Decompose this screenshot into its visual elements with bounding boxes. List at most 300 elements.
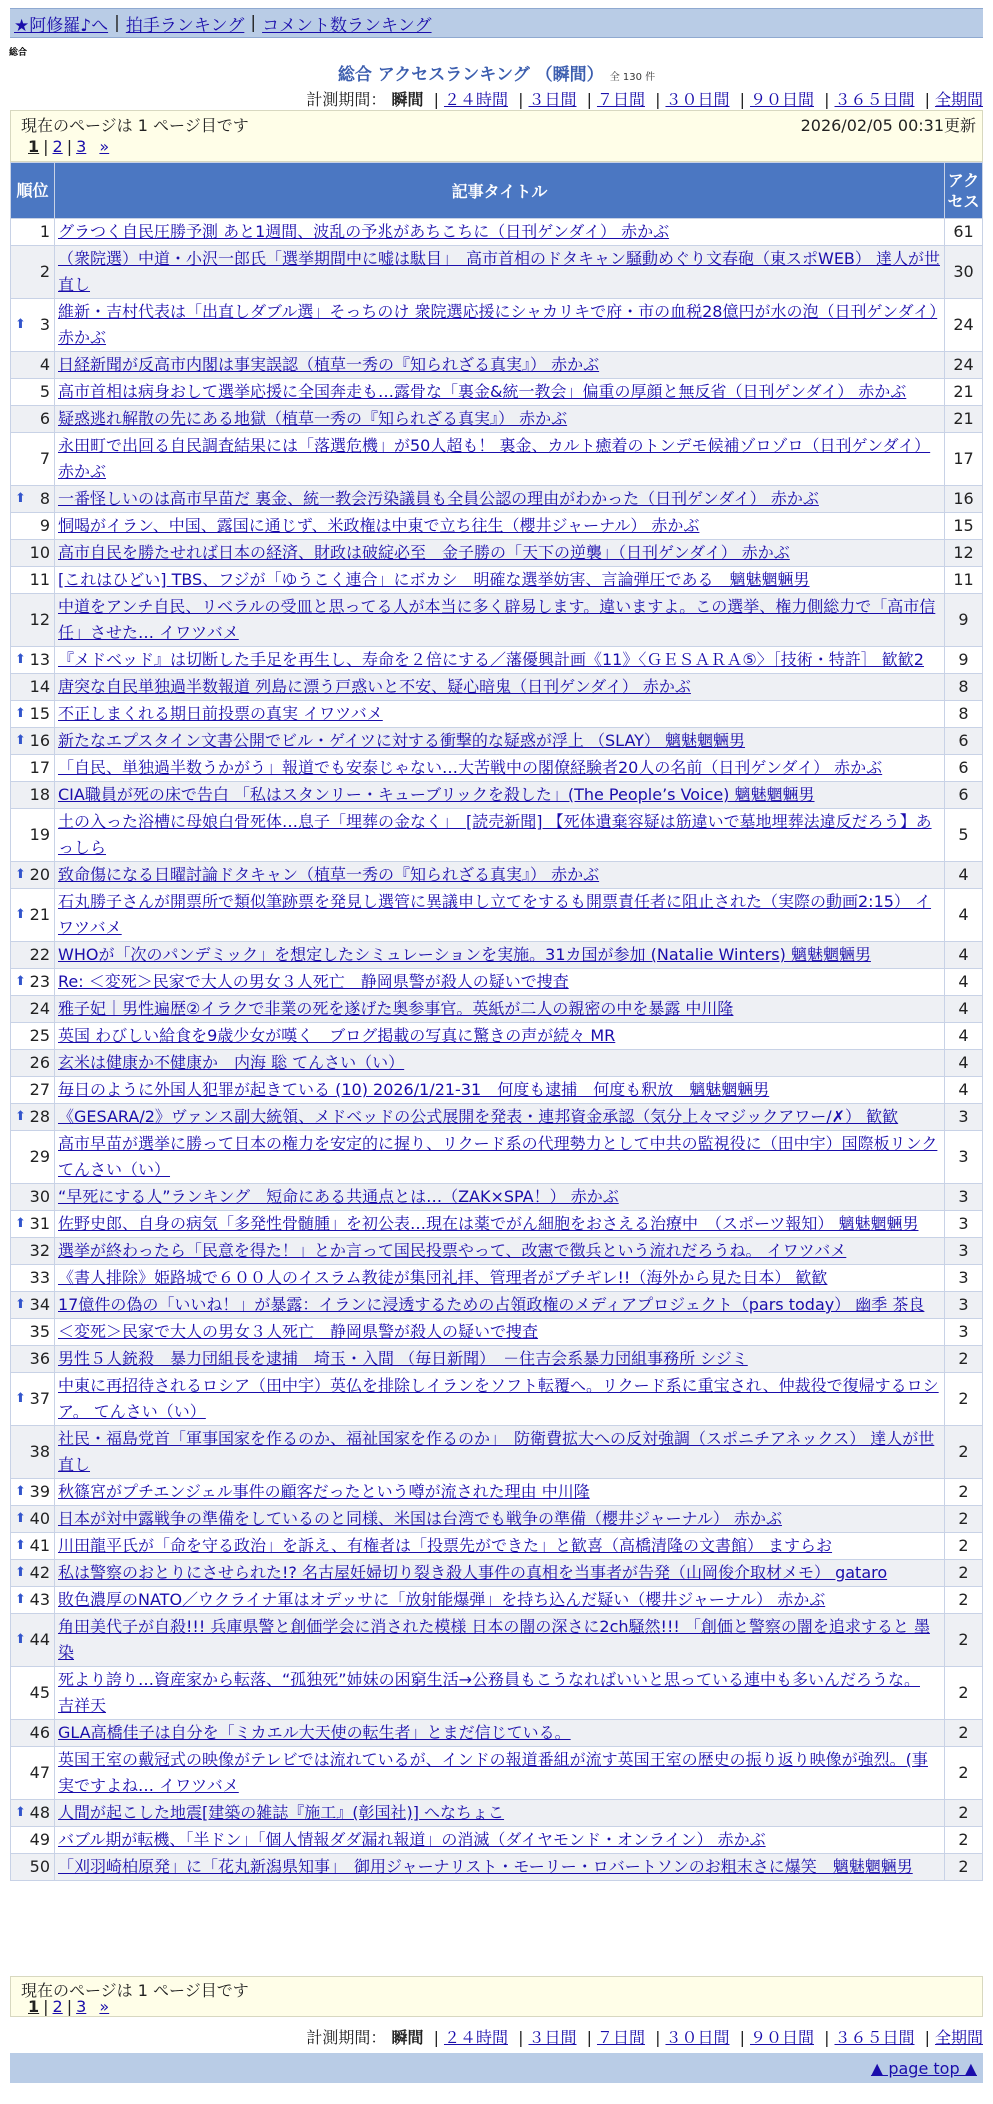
table-row <box>11 219 983 246</box>
rank-number: 36 <box>29 1349 50 1368</box>
rank-number: 45 <box>29 1683 50 1702</box>
page-link-3[interactable]: 3 <box>76 1997 87 2016</box>
ranking-table <box>10 162 983 1881</box>
rank-cell <box>11 379 55 406</box>
article-link[interactable]: Re: ＜変死＞民家で大人の男女３人死亡 静岡県警が殺人の疑いで捜査 <box>58 972 569 991</box>
period-label: 計測期間： <box>306 2028 387 2047</box>
article-link[interactable]: 致命傷になる日曜討論ドタキャン（植草一秀の『知られざる真実』） 赤かぶ <box>58 865 600 884</box>
rank-up-arrow-icon: ⬆ <box>15 974 26 989</box>
period-selector-bottom: 計測期間： 瞬間 | ２４時間 | ３日間 | ７日間 | ３０日間 | ９０日間 | ３６５日間 | 全期間 <box>306 2028 983 2047</box>
title-cell <box>55 969 945 996</box>
table-row <box>11 1050 983 1077</box>
page-link-3[interactable]: 3 <box>76 137 87 156</box>
article-link[interactable]: 17億件の偽の「いいね！」が暴露：イランに浸透するための占領政権のメディアプロジェクト（pars today） 幽季 茶良 <box>58 1295 925 1314</box>
period-link-90d[interactable]: ９０日間 <box>749 2028 814 2047</box>
rank-up-arrow-icon: ⬆ <box>15 317 26 332</box>
rank-number: 24 <box>29 999 50 1018</box>
rank-number: 26 <box>29 1053 50 1072</box>
nav-separator: | <box>250 13 257 33</box>
page-title-text: 総合 アクセスランキング （瞬間） <box>337 65 604 85</box>
table-row <box>11 486 983 513</box>
period-link-3d[interactable]: ３日間 <box>528 2028 577 2047</box>
access-count: 61 <box>945 219 983 246</box>
table-row <box>11 299 983 352</box>
rank-cell <box>11 969 55 996</box>
article-link[interactable]: 日本が対中露戦争の準備をしているのと同様、米国は台湾でも戦争の準備（櫻井ジャーナル） 赤かぶ <box>58 1509 782 1528</box>
access-count: 24 <box>945 352 983 379</box>
article-link[interactable]: 「刈羽崎柏原発」に「花丸新潟県知事」 御用ジャーナリスト・モーリー・ロバートソンのお粗末さに爆笑 魑魅魍魎男 <box>58 1857 913 1876</box>
rank-number: 4 <box>39 355 50 374</box>
title-cell <box>55 701 945 728</box>
rank-cell <box>11 1292 55 1319</box>
table-row <box>11 594 983 647</box>
access-count: 12 <box>945 540 983 567</box>
access-count: 3 <box>945 1184 983 1211</box>
access-count: 4 <box>945 1077 983 1104</box>
rank-number: 42 <box>29 1563 50 1582</box>
rank-cell <box>11 1720 55 1747</box>
table-row <box>11 942 983 969</box>
article-link[interactable]: グラつく自民圧勝予測 あと1週間、波乱の予兆があちこちに（日刊ゲンダイ） 赤かぶ <box>58 222 670 241</box>
article-link[interactable]: バブル期が転機、「半ドン」「個人情報ダダ漏れ報道」の消滅（ダイヤモンド・オンライン） 赤かぶ <box>58 1830 766 1849</box>
rank-cell <box>11 1373 55 1426</box>
table-row <box>11 755 983 782</box>
article-link[interactable]: 中東に再招待されるロシア（田中宇）英仏を排除しイランをソフト転覆へ。リクード系に重宝され、仲裁役で復帰するロシア。 てんさい（い） <box>58 1376 939 1421</box>
category-label: 総合 <box>9 48 28 58</box>
period-current: 瞬間 <box>391 2028 424 2047</box>
table-row <box>11 433 983 486</box>
rank-number: 43 <box>29 1590 50 1609</box>
page-title <box>0 60 993 85</box>
rank-number: 33 <box>29 1268 50 1287</box>
article-link[interactable]: 一番怪しいのは高市早苗だ 裏金、統一教会汚染議員も全員公認の理由がわかった（日刊ゲンダイ） 赤かぶ <box>58 489 819 508</box>
table-row <box>11 1238 983 1265</box>
top-nav-bar <box>10 8 983 38</box>
table-row <box>11 701 983 728</box>
article-link[interactable]: 雅子妃｜男性遍歴②イラクで非業の死を遂げた奥参事官。英紙が二人の親密の中を暴露 中川隆 <box>58 999 734 1018</box>
article-link[interactable]: 英国王室の戴冠式の映像がテレビでは流れているが、インドの報道番組が流す英国王室の歴史の振り返り映像が強烈。(事実ですよね… イワツバメ <box>58 1750 928 1795</box>
title-cell <box>55 1131 945 1184</box>
page-link-1[interactable]: 1 <box>28 1997 40 2016</box>
article-link[interactable]: 「自民、単独過半数うかがう」報道でも安泰じゃない…大苦戦中の閣僚経験者20人の名前（日刊ゲンダイ） 赤かぶ <box>58 758 883 777</box>
title-cell <box>55 647 945 674</box>
rank-cell <box>11 1614 55 1667</box>
table-row <box>11 1104 983 1131</box>
rank-cell <box>11 1023 55 1050</box>
title-cell <box>55 1720 945 1747</box>
page-info-text: 現在のページは 1 ページ目です <box>21 116 249 135</box>
access-count: 2 <box>945 1587 983 1614</box>
rank-cell <box>11 540 55 567</box>
table-row <box>11 862 983 889</box>
table-row <box>11 513 983 540</box>
title-cell <box>55 379 945 406</box>
rank-cell <box>11 862 55 889</box>
title-cell <box>55 1587 945 1614</box>
title-cell <box>55 782 945 809</box>
period-link-30d[interactable]: ３０日間 <box>665 90 730 109</box>
access-count: 4 <box>945 889 983 942</box>
title-cell <box>55 1800 945 1827</box>
article-link[interactable]: 石丸勝子さんが開票所で類似筆跡票を発見し選管に異議申し立てをするも開票責任者に阻止された（実際の動画2:15） イワツバメ <box>58 892 932 937</box>
title-cell <box>55 486 945 513</box>
rank-cell <box>11 352 55 379</box>
rank-number: 5 <box>39 382 50 401</box>
rank-up-arrow-icon: ⬆ <box>15 1592 26 1607</box>
rank-cell <box>11 1533 55 1560</box>
period-link-365d[interactable]: ３６５日間 <box>834 90 915 109</box>
rank-number: 17 <box>29 758 50 777</box>
page-link-2[interactable]: 2 <box>52 137 63 156</box>
rank-cell <box>11 406 55 433</box>
table-row <box>11 1023 983 1050</box>
article-link[interactable]: 維新・吉村代表は「出直しダブル選」そっちのけ 衆院選応援にシャカリキで府・市の血税28億円が水の泡（日刊ゲンダイ）赤かぶ <box>58 302 938 347</box>
access-count: 2 <box>945 1533 983 1560</box>
access-count: 2 <box>945 1426 983 1479</box>
article-link[interactable]: 《書人排除》姫路城で６００人のイスラム教徒が集団礼拝、管理者がブチギレ!!（海外から見た日本） 歓歓 <box>58 1268 828 1287</box>
access-count: 4 <box>945 996 983 1023</box>
table-row <box>11 1319 983 1346</box>
access-count: 8 <box>945 674 983 701</box>
article-link[interactable]: 私は警察のおとりにさせられた!? 名古屋妊婦切り裂き殺人事件の真相を当事者が告発（山岡俊介取材メモ） gataro <box>58 1563 888 1582</box>
rank-cell <box>11 1211 55 1238</box>
period-link-365d[interactable]: ３６５日間 <box>834 2028 915 2047</box>
page-top-link[interactable]: ▲ page top ▲ <box>870 2059 977 2078</box>
article-link[interactable]: 角田美代子が自殺!!! 兵庫県警と創価学会に消された模様 日本の闇の深さに2ch騒然!!! 「創価と警察の闇を追求すると 墨染 <box>58 1617 930 1662</box>
table-row <box>11 1479 983 1506</box>
article-link[interactable]: 佐野史郎、自身の病気「多発性骨髄腫」を初公表…現在は薬でがん細胞をおさえる治療中 （スポーツ報知） 魑魅魍魎男 <box>58 1214 919 1233</box>
rank-up-arrow-icon: ⬆ <box>15 1216 26 1231</box>
comment-ranking-link[interactable]: コメント数ランキング <box>262 15 432 36</box>
rank-up-arrow-icon: ⬆ <box>15 867 26 882</box>
table-row <box>11 1800 983 1827</box>
page-info-box-top <box>10 110 983 162</box>
rank-cell <box>11 1854 55 1881</box>
rank-up-arrow-icon: ⬆ <box>15 1632 26 1647</box>
access-count: 2 <box>945 1346 983 1373</box>
rank-number: 35 <box>29 1322 50 1341</box>
article-link[interactable]: 不正しまくれる期日前投票の真実 イワツバメ <box>58 704 383 723</box>
table-row <box>11 1131 983 1184</box>
title-cell <box>55 1373 945 1426</box>
period-link-3d[interactable]: ３日間 <box>528 90 577 109</box>
updated-time: 2026/02/05 00:31更新 <box>800 116 976 135</box>
title-cell <box>55 1211 945 1238</box>
title-cell <box>55 1560 945 1587</box>
rank-up-arrow-icon: ⬆ <box>15 1511 26 1526</box>
rank-number: 22 <box>29 945 50 964</box>
period-selector-top: 計測期間： 瞬間 | ２４時間 | ３日間 | ７日間 | ３０日間 | ９０日間 | ３６５日間 | 全期間 <box>306 90 983 109</box>
rank-cell <box>11 1131 55 1184</box>
col-header-title: 記事タイトル <box>55 163 945 219</box>
rank-number: 1 <box>39 222 50 241</box>
article-link[interactable]: 玄米は健康か不健康か 内海 聡 てんさい（い） <box>58 1053 405 1072</box>
article-link[interactable]: 川田龍平氏が「命を守る政治」を訴え、有権者は「投票先ができた」と歓喜（高橋清隆の文書館） ますらお <box>58 1536 833 1555</box>
access-count: 2 <box>945 1479 983 1506</box>
table-row <box>11 246 983 299</box>
rank-cell <box>11 1506 55 1533</box>
rank-number: 23 <box>29 972 50 991</box>
title-cell <box>55 755 945 782</box>
rank-number: 44 <box>29 1630 50 1649</box>
access-count: 21 <box>945 406 983 433</box>
rank-number: 9 <box>39 516 50 535</box>
title-cell <box>55 1265 945 1292</box>
article-link[interactable]: 恫喝がイラン、中国、露国に通じず、米政権は中東で立ち往生（櫻井ジャーナル） 赤かぶ <box>58 516 700 535</box>
table-row <box>11 1720 983 1747</box>
rank-number: 8 <box>39 489 50 508</box>
access-count: 15 <box>945 513 983 540</box>
rank-number: 21 <box>29 905 50 924</box>
page-link-2[interactable]: 2 <box>52 1997 63 2016</box>
rank-cell <box>11 1747 55 1800</box>
rank-number: 2 <box>39 262 50 281</box>
table-row <box>11 379 983 406</box>
rank-cell <box>11 1184 55 1211</box>
article-link[interactable]: 《GESARA/2》ヴァンス副大統領、メドベッドの公式展開を発表・連邦資金承認（気分上々マジックアワー/✗） 歓歓 <box>58 1107 899 1126</box>
rank-cell <box>11 701 55 728</box>
rank-number: 38 <box>29 1442 50 1461</box>
article-link[interactable]: 土の入った浴槽に母娘白骨死体…息子「埋葬の金なく」 [読売新聞] 【死体遺棄容疑は筋違いで墓地埋葬法違反だろう】あっしら <box>58 812 932 857</box>
rank-up-arrow-icon: ⬆ <box>15 1297 26 1312</box>
access-count: 3 <box>945 1104 983 1131</box>
title-cell <box>55 1292 945 1319</box>
period-link-24h[interactable]: ２４時間 <box>443 2028 508 2047</box>
rank-number: 37 <box>29 1389 50 1408</box>
rank-cell <box>11 567 55 594</box>
rank-cell <box>11 246 55 299</box>
period-link-30d[interactable]: ３０日間 <box>665 2028 730 2047</box>
access-count: 2 <box>945 1747 983 1800</box>
access-count: 3 <box>945 1265 983 1292</box>
page-link-next[interactable]: » <box>99 137 110 156</box>
article-link[interactable]: GLA高橋佳子は自分を「ミカエル大天使の転生者」とまだ信じている。 <box>58 1723 571 1742</box>
title-cell <box>55 1077 945 1104</box>
access-count: 3 <box>945 1319 983 1346</box>
article-link[interactable]: 秋篠宮がプチエンジェル事件の顧客だったという噂が流された理由 中川隆 <box>58 1482 590 1501</box>
period-link-all[interactable]: 全期間 <box>934 2028 983 2047</box>
title-cell <box>55 352 945 379</box>
rank-number: 31 <box>29 1214 50 1233</box>
table-row <box>11 1614 983 1667</box>
access-count: 2 <box>945 1827 983 1854</box>
table-row <box>11 1077 983 1104</box>
rank-number: 41 <box>29 1536 50 1555</box>
access-count: 2 <box>945 1506 983 1533</box>
rank-up-arrow-icon: ⬆ <box>15 1391 26 1406</box>
clap-ranking-link[interactable]: 拍手ランキング <box>125 15 245 36</box>
article-link[interactable]: CIA職員が死の床で告白 「私はスタンリー・キューブリックを殺した」(The People’s Voice) 魑魅魍魎男 <box>58 785 815 804</box>
title-cell <box>55 1184 945 1211</box>
home-link[interactable]: ★阿修羅♪へ <box>14 15 109 36</box>
rank-number: 39 <box>29 1482 50 1501</box>
rank-cell <box>11 1104 55 1131</box>
nav-separator: | <box>114 13 120 33</box>
period-link-90d[interactable]: ９０日間 <box>749 90 814 109</box>
rank-cell <box>11 1587 55 1614</box>
title-cell <box>55 889 945 942</box>
rank-cell <box>11 728 55 755</box>
pagination-top: 1 | 2 | 3 » <box>28 137 110 156</box>
title-cell <box>55 1346 945 1373</box>
access-count: 4 <box>945 1023 983 1050</box>
rank-number: 34 <box>29 1295 50 1314</box>
rank-number: 40 <box>29 1509 50 1528</box>
title-cell <box>55 433 945 486</box>
article-link[interactable]: 日経新聞が反高市内閣は事実誤認（植草一秀の『知られざる真実』） 赤かぶ <box>58 355 600 374</box>
access-count: 4 <box>945 862 983 889</box>
rank-up-arrow-icon: ⬆ <box>15 1109 26 1124</box>
title-cell <box>55 674 945 701</box>
title-cell <box>55 1104 945 1131</box>
rank-number: 16 <box>29 731 50 750</box>
article-link[interactable]: “早死にする人”ランキング 短命にある共通点とは…（ZAK×SPA！） 赤かぶ <box>58 1187 619 1206</box>
rank-number: 7 <box>39 449 50 468</box>
rank-cell <box>11 1077 55 1104</box>
table-row <box>11 647 983 674</box>
access-count: 3 <box>945 1211 983 1238</box>
rank-number: 50 <box>29 1857 50 1876</box>
period-label: 計測期間： <box>306 90 387 109</box>
table-row <box>11 1426 983 1479</box>
title-cell <box>55 299 945 352</box>
article-link[interactable]: 疑惑逃れ解散の先にある地獄（植草一秀の『知られざる真実』） 赤かぶ <box>58 409 568 428</box>
table-row <box>11 889 983 942</box>
period-link-7d[interactable]: ７日間 <box>596 2028 645 2047</box>
rank-cell <box>11 782 55 809</box>
title-cell <box>55 406 945 433</box>
title-cell <box>55 1479 945 1506</box>
title-cell <box>55 942 945 969</box>
table-row <box>11 1560 983 1587</box>
title-cell <box>55 1533 945 1560</box>
article-link[interactable]: 高市首相は病身おして選挙応援に全国奔走も…露骨な「裏金&統一教会」偏重の厚顔と無反省（日刊ゲンダイ） 赤かぶ <box>58 382 907 401</box>
article-link[interactable]: 中道をアンチ自民、リベラルの受皿と思ってる人が本当に多く辟易します。違いますよ。この選挙、権力側総力で「高市信任」させた… イワツバメ <box>58 597 936 642</box>
rank-up-arrow-icon: ⬆ <box>15 706 26 721</box>
article-link[interactable]: 高市自民を勝たせれば日本の経済、財政は破綻必至 金子勝の「天下の逆襲」（日刊ゲンダイ） 赤かぶ <box>58 543 790 562</box>
rank-cell <box>11 1238 55 1265</box>
rank-cell <box>11 1800 55 1827</box>
article-link[interactable]: 男性５人銃殺 暴力団組長を逮捕 埼玉・入間 （毎日新聞） －住吉会系暴力団組事務所 シジミ <box>58 1349 748 1368</box>
bottom-bar <box>10 2053 983 2083</box>
pagination-bottom: 1 | 2 | 3 » <box>28 1997 110 2016</box>
rank-cell <box>11 755 55 782</box>
article-link[interactable]: 英国 わびしい給食を9歳少女が嘆く ブログ掲載の写真に驚きの声が続々 MR <box>58 1026 616 1045</box>
access-count: 6 <box>945 728 983 755</box>
rank-cell <box>11 889 55 942</box>
rank-up-arrow-icon: ⬆ <box>15 1538 26 1553</box>
access-count: 8 <box>945 701 983 728</box>
rank-number: 27 <box>29 1080 50 1099</box>
table-row <box>11 996 983 1023</box>
article-link[interactable]: 高市早苗が選挙に勝って日本の権力を安定的に握り、リクード系の代理勢力として中共の監視役に（田中宇）国際板リンク てんさい（い） <box>58 1134 938 1179</box>
rank-cell <box>11 1479 55 1506</box>
title-cell <box>55 809 945 862</box>
access-count: 2 <box>945 1720 983 1747</box>
page-link-1[interactable]: 1 <box>28 137 40 156</box>
access-count: 6 <box>945 782 983 809</box>
ranking-table-body <box>11 219 983 1881</box>
article-link[interactable]: （衆院選）中道・小沢一郎氏「選挙期間中に嘘は駄目」 高市首相のドタキャン騒動めぐり文春砲（東スポWEB） 達人が世直し <box>58 249 940 294</box>
rank-number: 32 <box>29 1241 50 1260</box>
table-row <box>11 969 983 996</box>
access-count: 4 <box>945 1050 983 1077</box>
article-link[interactable]: [これはひどい] TBS、フジが「ゆうこく連合」にボカシ 明確な選挙妨害、言論弾圧である 魑魅魍魎男 <box>58 570 810 589</box>
rank-up-arrow-icon: ⬆ <box>15 907 26 922</box>
table-row <box>11 406 983 433</box>
article-link[interactable]: 選挙が終わったら「民意を得た！」とか言って国民投票やって、改憲で徴兵という流れだろうね。 イワツバメ <box>58 1241 847 1260</box>
rank-cell <box>11 1667 55 1720</box>
article-link[interactable]: 敗色濃厚のNATO／ウクライナ軍はオデッサに「放射能爆弾」を持ち込んだ疑い（櫻井ジャーナル） 赤かぶ <box>58 1590 826 1609</box>
page-link-next[interactable]: » <box>99 1997 110 2016</box>
article-link[interactable]: 永田町で出回る自民調査結果には「落選危機」が50人超も！ 裏金、カルト癒着のトンデモ候補ゾロゾロ（日刊ゲンダイ） 赤かぶ <box>58 436 931 481</box>
rank-number: 25 <box>29 1026 50 1045</box>
article-link[interactable]: 社民・福島党首「軍事国家を作るのか、福祉国家を作るのか」 防衛費拡大への反対強調（スポニチアネックス） 達人が世直し <box>58 1429 935 1474</box>
article-link[interactable]: 新たなエプスタイン文書公開でビル・ゲイツに対する衝撃的な疑惑が浮上 （SLAY） 魑魅魍魎男 <box>58 731 746 750</box>
rank-cell <box>11 1265 55 1292</box>
access-count: 16 <box>945 486 983 513</box>
rank-number: 29 <box>29 1147 50 1166</box>
period-link-7d[interactable]: ７日間 <box>596 90 645 109</box>
title-cell <box>55 728 945 755</box>
access-count: 2 <box>945 1667 983 1720</box>
rank-number: 19 <box>29 825 50 844</box>
period-link-all[interactable]: 全期間 <box>934 90 983 109</box>
rank-cell <box>11 1346 55 1373</box>
title-cell <box>55 540 945 567</box>
article-link[interactable]: ＜変死＞民家で大人の男女３人死亡 静岡県警が殺人の疑いで捜査 <box>58 1322 539 1341</box>
access-count: 9 <box>945 594 983 647</box>
title-cell <box>55 246 945 299</box>
rank-number: 49 <box>29 1830 50 1849</box>
access-count: 3 <box>945 1131 983 1184</box>
rank-cell <box>11 996 55 1023</box>
title-cell <box>55 1319 945 1346</box>
table-row <box>11 1747 983 1800</box>
article-link[interactable]: 『メドベッド』は切断した手足を再生し、寿命を２倍にする／藩優興計画《11》〈ＧＥＳＡＲＡ⑤〉［技術・特許］ 歓歓2 <box>58 650 924 669</box>
rank-cell <box>11 674 55 701</box>
period-link-24h[interactable]: ２４時間 <box>443 90 508 109</box>
rank-number: 28 <box>29 1107 50 1126</box>
article-link[interactable]: 毎日のように外国人犯罪が起きている (10) 2026/1/21-31 何度も逮捕 何度も釈放 魑魅魍魎男 <box>58 1080 770 1099</box>
rank-cell <box>11 1426 55 1479</box>
access-count: 9 <box>945 647 983 674</box>
article-link[interactable]: 人間が起こした地震[建築の雑誌『施工』(彰国社)] へなちょこ <box>58 1803 505 1822</box>
article-link[interactable]: 唐突な自民単独過半数報道 列島に漂う戸惑いと不安、疑心暗鬼（日刊ゲンダイ） 赤かぶ <box>58 677 691 696</box>
access-count: 2 <box>945 1614 983 1667</box>
access-count: 5 <box>945 809 983 862</box>
rank-up-arrow-icon: ⬆ <box>15 652 26 667</box>
table-row <box>11 567 983 594</box>
title-cell <box>55 1506 945 1533</box>
title-cell <box>55 1023 945 1050</box>
rank-number: 47 <box>29 1763 50 1782</box>
rank-cell <box>11 942 55 969</box>
table-row <box>11 728 983 755</box>
article-link[interactable]: 死より誇り…資産家から転落、“孤独死”姉妹の困窮生活→公務員もこうなればいいと思っている連中も多いんだろうな。 吉祥天 <box>58 1670 920 1715</box>
title-cell <box>55 567 945 594</box>
access-count: 6 <box>945 755 983 782</box>
title-cell <box>55 1050 945 1077</box>
rank-cell <box>11 1050 55 1077</box>
period-current: 瞬間 <box>391 90 424 109</box>
title-cell <box>55 862 945 889</box>
rank-number: 48 <box>29 1803 50 1822</box>
access-count: 11 <box>945 567 983 594</box>
access-count: 21 <box>945 379 983 406</box>
article-link[interactable]: WHOが「次のパンデミック」を想定したシミュレーションを実施。31カ国が参加 (Natalie Winters) 魑魅魍魎男 <box>58 945 871 964</box>
rank-cell <box>11 219 55 246</box>
